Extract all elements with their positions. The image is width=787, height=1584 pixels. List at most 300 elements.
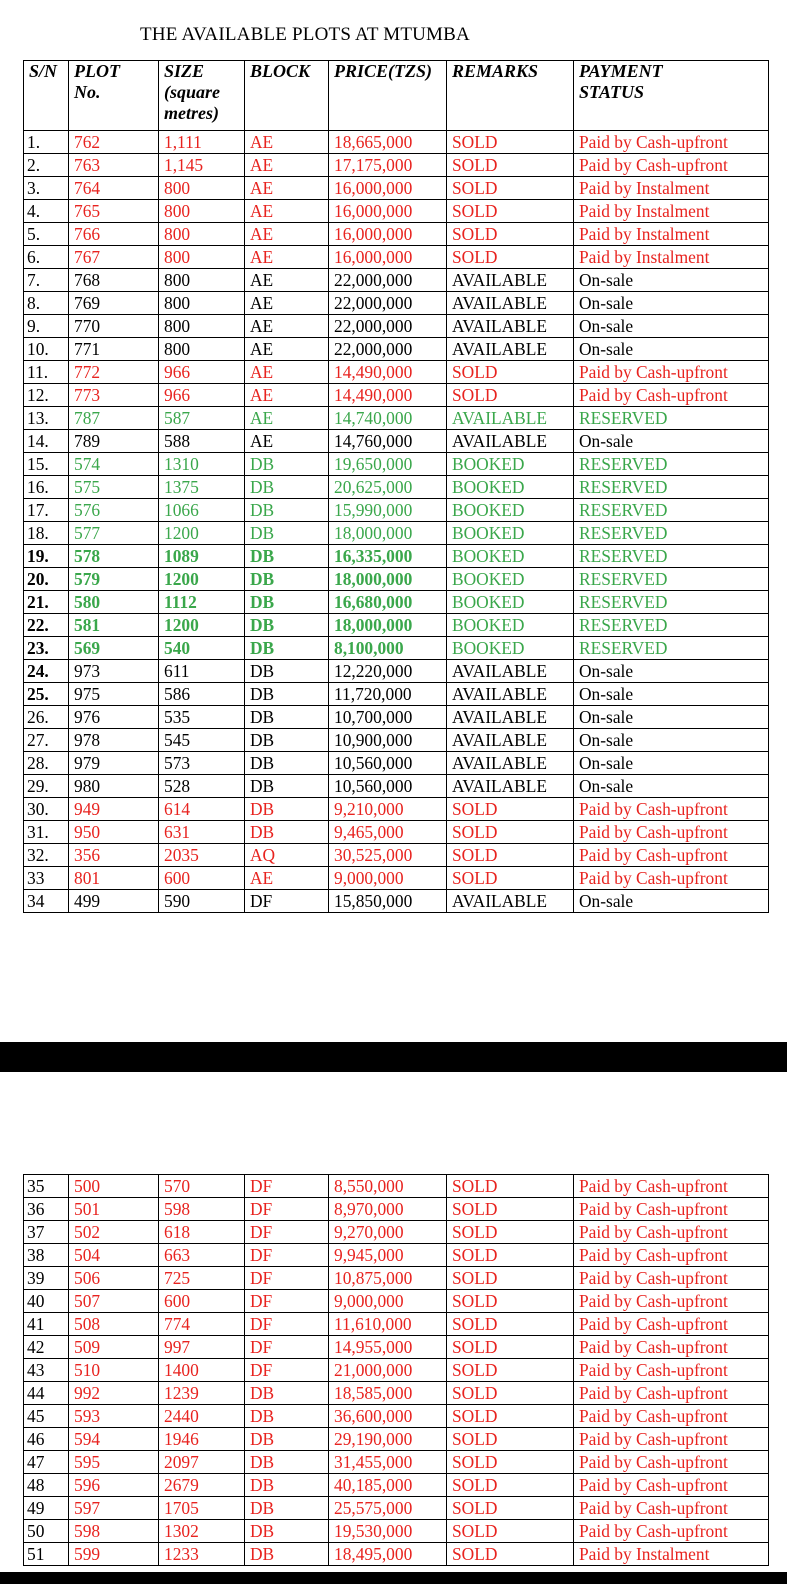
table-row	[24, 660, 769, 683]
payment-status-cell: RESERVED	[574, 453, 769, 476]
table-row	[24, 131, 769, 154]
price-cell: 22,000,000	[329, 269, 447, 292]
table-row	[24, 729, 769, 752]
plot-no-cell: 767	[69, 246, 159, 269]
sn-cell: 37	[24, 1221, 69, 1244]
price-cell: 14,740,000	[329, 407, 447, 430]
price-cell: 12,220,000	[329, 660, 447, 683]
payment-status-cell: Paid by Cash-upfront	[574, 1290, 769, 1313]
block-cell: DB	[245, 660, 329, 683]
price-cell: 14,760,000	[329, 430, 447, 453]
table-row	[24, 1336, 769, 1359]
table-row	[24, 384, 769, 407]
price-cell: 21,000,000	[329, 1359, 447, 1382]
table-row	[24, 1382, 769, 1405]
table-row	[24, 1497, 769, 1520]
payment-status-cell: Paid by Instalment	[574, 223, 769, 246]
price-cell: 9,000,000	[329, 1290, 447, 1313]
plot-no-cell: 992	[69, 1382, 159, 1405]
payment-status-cell: Paid by Instalment	[574, 177, 769, 200]
block-cell: AE	[245, 223, 329, 246]
size-cell: 1,111	[159, 131, 245, 154]
sn-cell: 46	[24, 1428, 69, 1451]
plot-no-cell: 762	[69, 131, 159, 154]
size-cell: 966	[159, 384, 245, 407]
remarks-cell: SOLD	[447, 223, 574, 246]
sn-cell: 20.	[24, 568, 69, 591]
block-cell: DB	[245, 1520, 329, 1543]
sn-cell: 4.	[24, 200, 69, 223]
payment-status-cell: RESERVED	[574, 499, 769, 522]
price-cell: 25,575,000	[329, 1497, 447, 1520]
price-cell: 10,560,000	[329, 775, 447, 798]
price-cell: 9,945,000	[329, 1244, 447, 1267]
table-row	[24, 1221, 769, 1244]
size-cell: 1200	[159, 522, 245, 545]
block-cell: AE	[245, 384, 329, 407]
table-row	[24, 269, 769, 292]
remarks-cell: AVAILABLE	[447, 683, 574, 706]
header-size: SIZE (square metres)	[159, 61, 245, 131]
payment-status-cell: On-sale	[574, 338, 769, 361]
price-cell: 10,900,000	[329, 729, 447, 752]
sn-cell: 7.	[24, 269, 69, 292]
sn-cell: 51	[24, 1543, 69, 1566]
table-row	[24, 683, 769, 706]
payment-status-cell: Paid by Cash-upfront	[574, 1405, 769, 1428]
size-cell: 800	[159, 338, 245, 361]
size-cell: 600	[159, 867, 245, 890]
sn-cell: 26.	[24, 706, 69, 729]
payment-status-cell: Paid by Cash-upfront	[574, 131, 769, 154]
remarks-cell: SOLD	[447, 1451, 574, 1474]
plot-no-cell: 578	[69, 545, 159, 568]
table-row	[24, 177, 769, 200]
remarks-cell: BOOKED	[447, 476, 574, 499]
sn-cell: 15.	[24, 453, 69, 476]
sn-cell: 40	[24, 1290, 69, 1313]
price-cell: 29,190,000	[329, 1428, 447, 1451]
page-separator-bar	[0, 1042, 787, 1072]
block-cell: DB	[245, 637, 329, 660]
size-cell: 800	[159, 246, 245, 269]
table-header-row	[24, 61, 769, 131]
payment-status-cell: Paid by Cash-upfront	[574, 1520, 769, 1543]
sn-cell: 31.	[24, 821, 69, 844]
payment-status-cell: Paid by Cash-upfront	[574, 1336, 769, 1359]
remarks-cell: SOLD	[447, 246, 574, 269]
table-row	[24, 706, 769, 729]
price-cell: 40,185,000	[329, 1474, 447, 1497]
table-row	[24, 1175, 769, 1198]
price-cell: 18,495,000	[329, 1543, 447, 1566]
block-cell: DB	[245, 821, 329, 844]
block-cell: DB	[245, 683, 329, 706]
table-row	[24, 1428, 769, 1451]
block-cell: AE	[245, 131, 329, 154]
table-row	[24, 522, 769, 545]
sn-cell: 18.	[24, 522, 69, 545]
price-cell: 16,000,000	[329, 246, 447, 269]
plot-no-cell: 579	[69, 568, 159, 591]
price-cell: 10,700,000	[329, 706, 447, 729]
remarks-cell: BOOKED	[447, 545, 574, 568]
size-cell: 800	[159, 292, 245, 315]
block-cell: DB	[245, 545, 329, 568]
plot-no-cell: 593	[69, 1405, 159, 1428]
plot-no-cell: 949	[69, 798, 159, 821]
payment-status-cell: Paid by Cash-upfront	[574, 798, 769, 821]
remarks-cell: SOLD	[447, 1382, 574, 1405]
block-cell: DB	[245, 476, 329, 499]
size-cell: 800	[159, 177, 245, 200]
sn-cell: 17.	[24, 499, 69, 522]
table-row	[24, 1267, 769, 1290]
block-cell: AE	[245, 430, 329, 453]
plot-no-cell: 765	[69, 200, 159, 223]
remarks-cell: SOLD	[447, 1336, 574, 1359]
payment-status-cell: Paid by Cash-upfront	[574, 1198, 769, 1221]
table-row	[24, 890, 769, 913]
block-cell: AQ	[245, 844, 329, 867]
remarks-cell: AVAILABLE	[447, 430, 574, 453]
remarks-cell: BOOKED	[447, 522, 574, 545]
block-cell: DB	[245, 1497, 329, 1520]
payment-status-cell: Paid by Cash-upfront	[574, 1474, 769, 1497]
sn-cell: 47	[24, 1451, 69, 1474]
price-cell: 10,875,000	[329, 1267, 447, 1290]
price-cell: 18,665,000	[329, 131, 447, 154]
plot-no-cell: 980	[69, 775, 159, 798]
size-cell: 631	[159, 821, 245, 844]
table-row	[24, 568, 769, 591]
header-price: PRICE(TZS)	[329, 61, 447, 131]
remarks-cell: SOLD	[447, 361, 574, 384]
payment-status-cell: Paid by Cash-upfront	[574, 1313, 769, 1336]
size-cell: 600	[159, 1290, 245, 1313]
remarks-cell: AVAILABLE	[447, 338, 574, 361]
sn-cell: 42	[24, 1336, 69, 1359]
plot-no-cell: 598	[69, 1520, 159, 1543]
sn-cell: 48	[24, 1474, 69, 1497]
remarks-cell: AVAILABLE	[447, 660, 574, 683]
size-cell: 1946	[159, 1428, 245, 1451]
payment-status-cell: RESERVED	[574, 545, 769, 568]
plot-no-cell: 599	[69, 1543, 159, 1566]
size-cell: 1200	[159, 614, 245, 637]
sn-cell: 24.	[24, 660, 69, 683]
payment-status-cell: Paid by Cash-upfront	[574, 1428, 769, 1451]
plot-no-cell: 581	[69, 614, 159, 637]
block-cell: AE	[245, 315, 329, 338]
price-cell: 14,490,000	[329, 361, 447, 384]
price-cell: 18,000,000	[329, 522, 447, 545]
table-row	[24, 430, 769, 453]
sn-cell: 10.	[24, 338, 69, 361]
remarks-cell: SOLD	[447, 1221, 574, 1244]
remarks-cell: SOLD	[447, 384, 574, 407]
plot-no-cell: 576	[69, 499, 159, 522]
size-cell: 1089	[159, 545, 245, 568]
plot-no-cell: 510	[69, 1359, 159, 1382]
price-cell: 17,175,000	[329, 154, 447, 177]
price-cell: 19,650,000	[329, 453, 447, 476]
payment-status-cell: RESERVED	[574, 591, 769, 614]
price-cell: 8,970,000	[329, 1198, 447, 1221]
price-cell: 16,680,000	[329, 591, 447, 614]
plot-no-cell: 595	[69, 1451, 159, 1474]
plot-no-cell: 950	[69, 821, 159, 844]
sn-cell: 21.	[24, 591, 69, 614]
remarks-cell: SOLD	[447, 1428, 574, 1451]
table-row	[24, 407, 769, 430]
size-cell: 2097	[159, 1451, 245, 1474]
block-cell: DF	[245, 1290, 329, 1313]
size-cell: 1112	[159, 591, 245, 614]
block-cell: DF	[245, 1336, 329, 1359]
payment-status-cell: Paid by Cash-upfront	[574, 1382, 769, 1405]
size-cell: 800	[159, 223, 245, 246]
payment-status-cell: Paid by Cash-upfront	[574, 384, 769, 407]
header-block: BLOCK	[245, 61, 329, 131]
size-cell: 774	[159, 1313, 245, 1336]
price-cell: 19,530,000	[329, 1520, 447, 1543]
payment-status-cell: On-sale	[574, 729, 769, 752]
remarks-cell: BOOKED	[447, 637, 574, 660]
sn-cell: 33	[24, 867, 69, 890]
table-row	[24, 775, 769, 798]
payment-status-cell: On-sale	[574, 292, 769, 315]
sn-cell: 41	[24, 1313, 69, 1336]
block-cell: DF	[245, 1244, 329, 1267]
remarks-cell: SOLD	[447, 1543, 574, 1566]
price-cell: 22,000,000	[329, 338, 447, 361]
block-cell: DB	[245, 614, 329, 637]
sn-cell: 50	[24, 1520, 69, 1543]
remarks-cell: SOLD	[447, 1474, 574, 1497]
remarks-cell: BOOKED	[447, 453, 574, 476]
size-cell: 545	[159, 729, 245, 752]
block-cell: DB	[245, 1474, 329, 1497]
price-cell: 36,600,000	[329, 1405, 447, 1428]
table-row	[24, 1543, 769, 1566]
size-cell: 586	[159, 683, 245, 706]
price-cell: 14,955,000	[329, 1336, 447, 1359]
remarks-cell: SOLD	[447, 200, 574, 223]
sn-cell: 12.	[24, 384, 69, 407]
payment-status-cell: Paid by Instalment	[574, 200, 769, 223]
table-row	[24, 867, 769, 890]
price-cell: 15,850,000	[329, 890, 447, 913]
size-cell: 1310	[159, 453, 245, 476]
header-plot-no: PLOT No.	[69, 61, 159, 131]
size-cell: 1233	[159, 1543, 245, 1566]
table-row	[24, 637, 769, 660]
plot-no-cell: 763	[69, 154, 159, 177]
plot-no-cell: 973	[69, 660, 159, 683]
table-row	[24, 1198, 769, 1221]
remarks-cell: BOOKED	[447, 591, 574, 614]
plot-no-cell: 506	[69, 1267, 159, 1290]
payment-status-cell: Paid by Cash-upfront	[574, 1497, 769, 1520]
size-cell: 663	[159, 1244, 245, 1267]
sn-cell: 13.	[24, 407, 69, 430]
sn-cell: 30.	[24, 798, 69, 821]
price-cell: 31,455,000	[329, 1451, 447, 1474]
sn-cell: 49	[24, 1497, 69, 1520]
plot-no-cell: 356	[69, 844, 159, 867]
payment-status-cell: On-sale	[574, 706, 769, 729]
remarks-cell: SOLD	[447, 1175, 574, 1198]
price-cell: 16,000,000	[329, 200, 447, 223]
block-cell: DB	[245, 1405, 329, 1428]
table-row	[24, 315, 769, 338]
block-cell: AE	[245, 292, 329, 315]
block-cell: DF	[245, 1221, 329, 1244]
payment-status-cell: Paid by Cash-upfront	[574, 867, 769, 890]
block-cell: DB	[245, 1451, 329, 1474]
plot-no-cell: 580	[69, 591, 159, 614]
block-cell: DB	[245, 591, 329, 614]
size-cell: 2440	[159, 1405, 245, 1428]
remarks-cell: AVAILABLE	[447, 752, 574, 775]
table-row	[24, 292, 769, 315]
size-cell: 528	[159, 775, 245, 798]
price-cell: 16,000,000	[329, 223, 447, 246]
sn-cell: 23.	[24, 637, 69, 660]
block-cell: DF	[245, 1267, 329, 1290]
remarks-cell: SOLD	[447, 821, 574, 844]
remarks-cell: SOLD	[447, 1290, 574, 1313]
block-cell: DB	[245, 453, 329, 476]
plot-no-cell: 773	[69, 384, 159, 407]
size-cell: 573	[159, 752, 245, 775]
plot-no-cell: 504	[69, 1244, 159, 1267]
price-cell: 11,720,000	[329, 683, 447, 706]
plot-no-cell: 509	[69, 1336, 159, 1359]
size-cell: 618	[159, 1221, 245, 1244]
payment-status-cell: On-sale	[574, 660, 769, 683]
sn-cell: 32.	[24, 844, 69, 867]
plot-no-cell: 976	[69, 706, 159, 729]
size-cell: 1200	[159, 568, 245, 591]
sn-cell: 36	[24, 1198, 69, 1221]
payment-status-cell: Paid by Instalment	[574, 1543, 769, 1566]
payment-status-cell: RESERVED	[574, 614, 769, 637]
table-row	[24, 614, 769, 637]
table-row	[24, 1474, 769, 1497]
remarks-cell: SOLD	[447, 1244, 574, 1267]
payment-status-cell: On-sale	[574, 775, 769, 798]
block-cell: DB	[245, 706, 329, 729]
block-cell: DF	[245, 1359, 329, 1382]
sn-cell: 39	[24, 1267, 69, 1290]
remarks-cell: SOLD	[447, 177, 574, 200]
payment-status-cell: On-sale	[574, 752, 769, 775]
plot-no-cell: 569	[69, 637, 159, 660]
payment-status-cell: Paid by Cash-upfront	[574, 1221, 769, 1244]
block-cell: DF	[245, 1175, 329, 1198]
payment-status-cell: Paid by Instalment	[574, 246, 769, 269]
remarks-cell: SOLD	[447, 1405, 574, 1428]
block-cell: AE	[245, 867, 329, 890]
table-row	[24, 1405, 769, 1428]
plot-no-cell: 766	[69, 223, 159, 246]
size-cell: 1375	[159, 476, 245, 499]
price-cell: 22,000,000	[329, 315, 447, 338]
table-row	[24, 246, 769, 269]
price-cell: 9,270,000	[329, 1221, 447, 1244]
payment-status-cell: RESERVED	[574, 407, 769, 430]
price-cell: 15,990,000	[329, 499, 447, 522]
table-row	[24, 752, 769, 775]
remarks-cell: BOOKED	[447, 568, 574, 591]
size-cell: 598	[159, 1198, 245, 1221]
block-cell: DB	[245, 568, 329, 591]
price-cell: 9,000,000	[329, 867, 447, 890]
plot-no-cell: 789	[69, 430, 159, 453]
remarks-cell: BOOKED	[447, 614, 574, 637]
plot-no-cell: 978	[69, 729, 159, 752]
sn-cell: 28.	[24, 752, 69, 775]
payment-status-cell: Paid by Cash-upfront	[574, 1267, 769, 1290]
remarks-cell: AVAILABLE	[447, 292, 574, 315]
table-row	[24, 821, 769, 844]
block-cell: DB	[245, 1382, 329, 1405]
remarks-cell: SOLD	[447, 867, 574, 890]
payment-status-cell: On-sale	[574, 430, 769, 453]
price-cell: 16,000,000	[329, 177, 447, 200]
sn-cell: 16.	[24, 476, 69, 499]
sn-cell: 45	[24, 1405, 69, 1428]
size-cell: 2035	[159, 844, 245, 867]
sn-cell: 43	[24, 1359, 69, 1382]
payment-status-cell: Paid by Cash-upfront	[574, 1175, 769, 1198]
price-cell: 9,465,000	[329, 821, 447, 844]
size-cell: 800	[159, 269, 245, 292]
plot-no-cell: 594	[69, 1428, 159, 1451]
payment-status-cell: On-sale	[574, 683, 769, 706]
plot-no-cell: 787	[69, 407, 159, 430]
sn-cell: 25.	[24, 683, 69, 706]
plot-no-cell: 577	[69, 522, 159, 545]
payment-status-cell: RESERVED	[574, 637, 769, 660]
remarks-cell: SOLD	[447, 1359, 574, 1382]
table-row	[24, 453, 769, 476]
size-cell: 2679	[159, 1474, 245, 1497]
sn-cell: 1.	[24, 131, 69, 154]
payment-status-cell: On-sale	[574, 890, 769, 913]
block-cell: DB	[245, 798, 329, 821]
block-cell: AE	[245, 338, 329, 361]
payment-status-cell: On-sale	[574, 269, 769, 292]
sn-cell: 35	[24, 1175, 69, 1198]
plot-no-cell: 771	[69, 338, 159, 361]
table-row	[24, 1359, 769, 1382]
plot-no-cell: 769	[69, 292, 159, 315]
block-cell: AE	[245, 361, 329, 384]
size-cell: 800	[159, 200, 245, 223]
price-cell: 18,000,000	[329, 568, 447, 591]
remarks-cell: AVAILABLE	[447, 775, 574, 798]
plot-no-cell: 501	[69, 1198, 159, 1221]
block-cell: DB	[245, 522, 329, 545]
payment-status-cell: RESERVED	[574, 476, 769, 499]
plot-no-cell: 768	[69, 269, 159, 292]
remarks-cell: SOLD	[447, 1520, 574, 1543]
size-cell: 540	[159, 637, 245, 660]
payment-status-cell: RESERVED	[574, 522, 769, 545]
